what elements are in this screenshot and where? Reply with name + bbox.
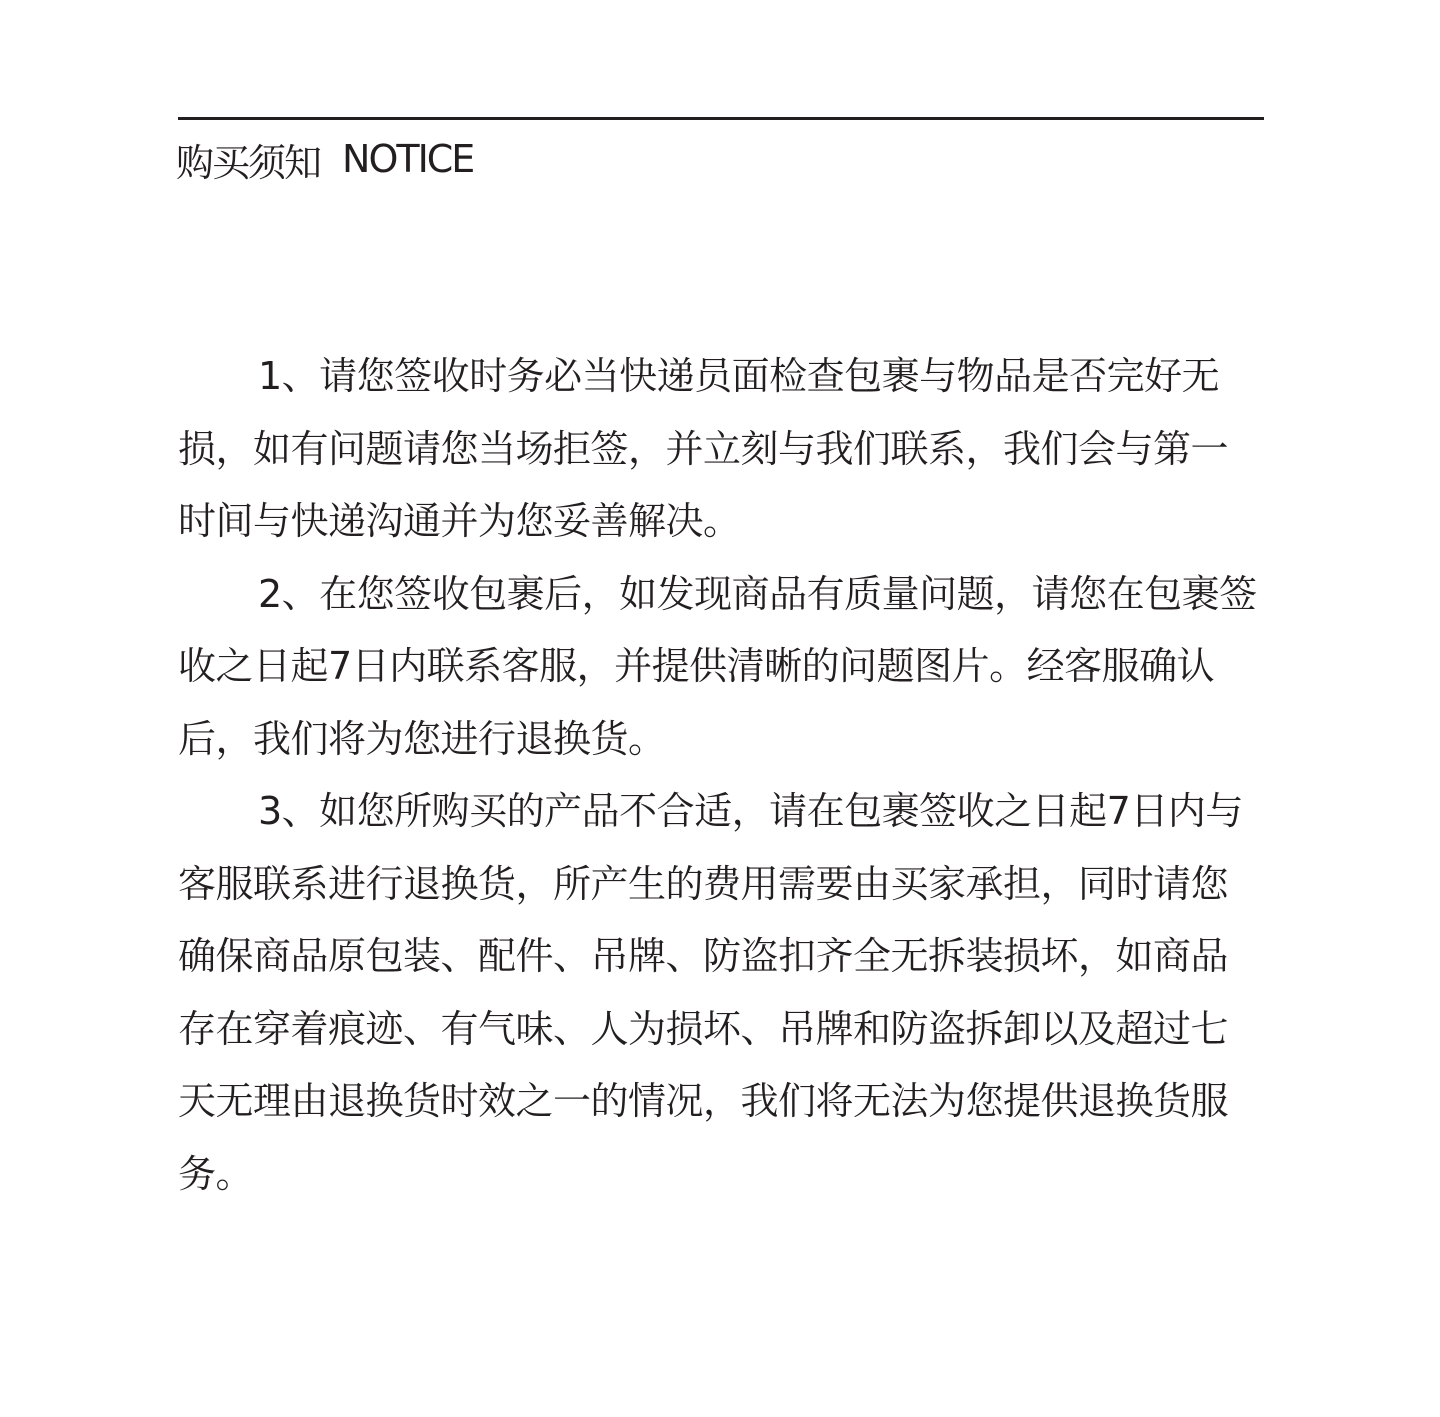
heading-divider <box>178 117 1264 120</box>
notice-heading <box>176 134 473 184</box>
notice-paragraph-3: 3、如您所购买的产品不合适，请在包裹签收之日起7日内与客服联系进行退换货，所产生的费用需要由买家承担，同时请您确保商品原包装、配件、吊牌、防盗扣齐全无拆装损坏，如商品存在穿着痕迹、有气味、人为损坏、吊牌和防盗拆卸以及超过七天无理由退换货时效之一的情况，我们将无法为您提供退换货服务。 <box>178 789 1243 1196</box>
heading-chinese: 购买须知 <box>176 140 321 185</box>
notice-paragraph-2: 2、在您签收包裹后，如发现商品有质量问题，请您在包裹签收之日起7日内联系客服，并提供清晰的问题图片。经客服确认后，我们将为您进行退换货。 <box>178 571 1257 761</box>
notice-paragraph-1: 1、请您签收时务必当快递员面检查包裹与物品是否完好无损，如有问题请您当场拒签，并立刻与我们联系，我们会与第一时间与快递沟通并为您妥善解决。 <box>178 354 1229 543</box>
heading-english: NOTICE <box>342 137 474 181</box>
notice-body <box>178 340 1260 1210</box>
